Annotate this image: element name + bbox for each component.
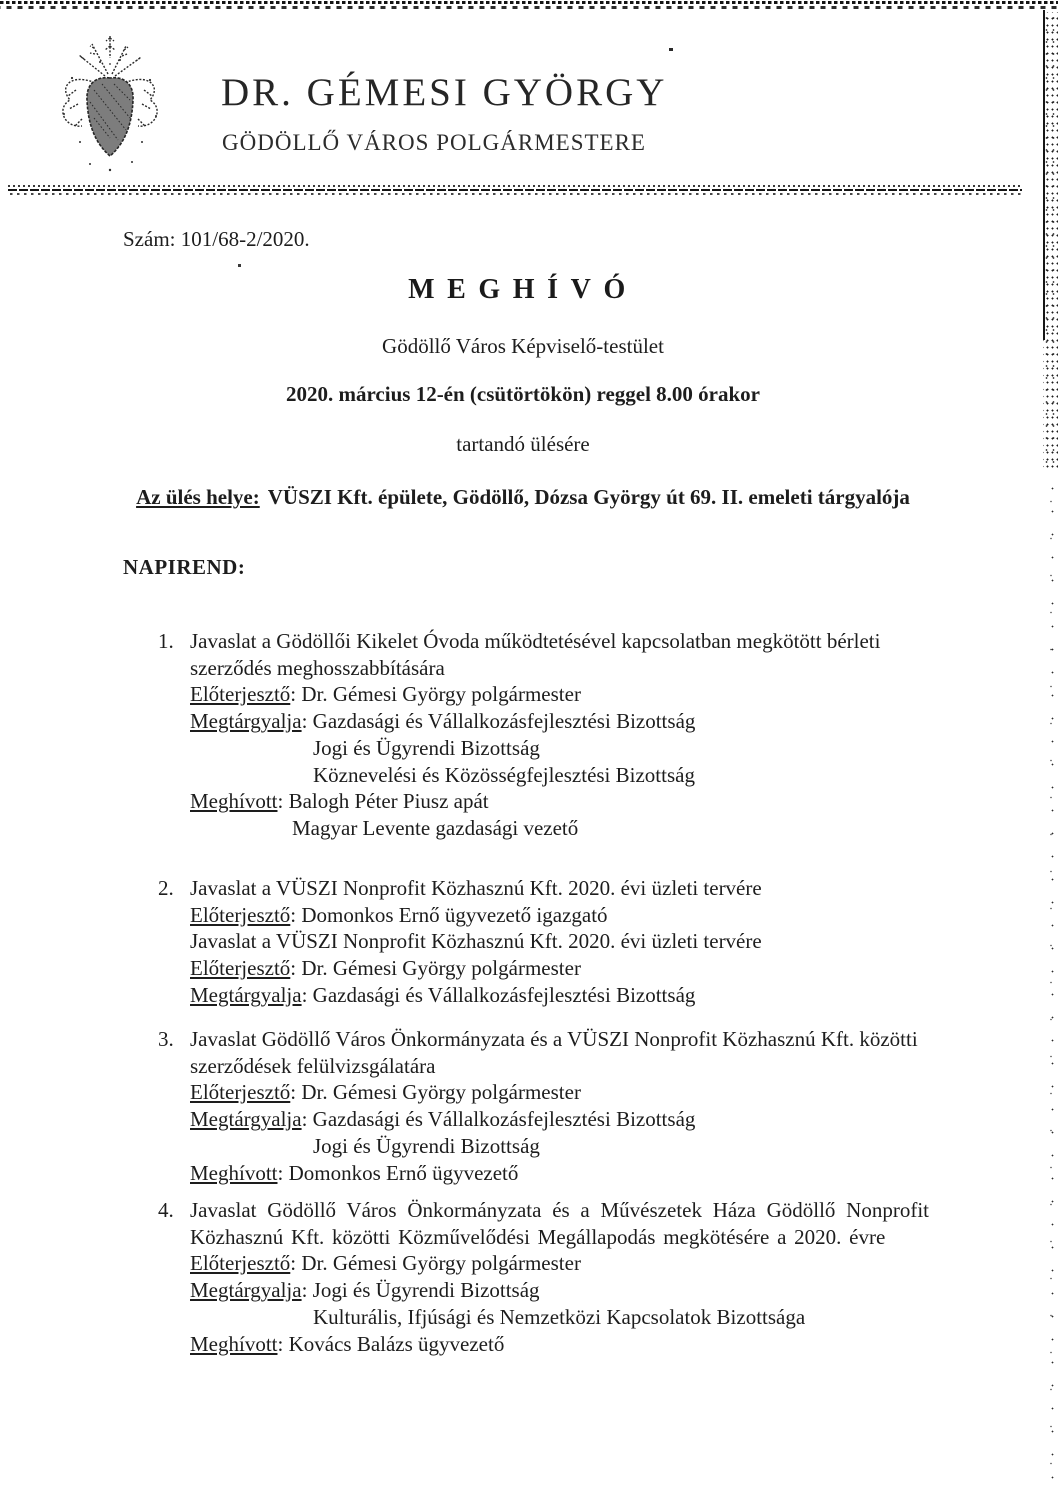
agenda-line-label: Megtárgyalja	[190, 1107, 302, 1132]
agenda-item-number: 3.	[158, 1027, 174, 1051]
agenda-line: Javaslat a Gödöllői Kikelet Óvoda működtetésével kapcsolatban megkötött bérleti	[190, 629, 881, 653]
agenda-line	[123, 902, 938, 929]
agenda-item-1	[123, 628, 938, 842]
agenda-line-label: Megtárgyalja	[190, 1278, 302, 1303]
agenda-line-label: Meghívott	[190, 1160, 278, 1185]
agenda-line: Jogi és Ügyrendi Bizottság	[313, 1133, 540, 1158]
agenda-line: Köznevelési és Közösségfejlesztési Bizottság	[313, 762, 695, 787]
agenda-line-text: : Gazdasági és Vállalkozásfejlesztési Bizottság	[301, 982, 696, 1007]
agenda-line-text: : Dr. Gémesi György polgármester	[290, 682, 581, 707]
agenda-line-text: : Kovács Balázs ügyvezető	[277, 1331, 505, 1356]
agenda-line-text: : Gazdasági és Vállalkozásfejlesztési Bizottság	[301, 1107, 696, 1132]
agenda-line	[123, 1160, 938, 1187]
agenda-line-text: : Jogi és Ügyrendi Bizottság	[301, 1278, 540, 1303]
agenda-line	[123, 955, 938, 982]
scan-noise-right-edge	[1045, 472, 1058, 1497]
agenda-heading: NAPIREND:	[123, 555, 246, 579]
agenda-line-label: Előterjesztő	[190, 902, 291, 927]
agenda-line-label: Előterjesztő	[190, 956, 291, 981]
scan-speckle	[238, 264, 241, 267]
document-title: MEGHÍVÓ	[408, 274, 638, 305]
agenda-line: szerződés meghosszabbítására	[190, 655, 445, 680]
agenda-line: Javaslat Gödöllő Város Önkormányzata és a VÜSZI Nonprofit Közhasznú Kft. közötti	[190, 1027, 918, 1051]
agenda-line-text: : Domonkos Ernő ügyvezető	[277, 1160, 519, 1185]
meeting-purpose: tartandó ülésére	[456, 432, 590, 456]
agenda-item-number: 4.	[158, 1198, 174, 1222]
agenda-line-label: Előterjesztő	[190, 1251, 291, 1276]
agenda-line-text: : Dr. Gémesi György polgármester	[290, 1251, 581, 1276]
meeting-datetime: 2020. március 12-én (csütörtökön) reggel 8.00 órakor	[286, 382, 760, 406]
letterhead-divider	[8, 185, 1022, 196]
agenda-item-number: 1.	[158, 629, 174, 653]
agenda-line: Javaslat Gödöllő Város Önkormányzata és a Művészetek Háza Gödöllő Nonprofit	[190, 1198, 930, 1222]
venue-text: VÜSZI Kft. épülete, Gödöllő, Dózsa György út 69. II. emeleti tárgyalója	[267, 485, 910, 509]
agenda-item-number: 2.	[158, 876, 174, 900]
agenda-line-text: : Dr. Gémesi György polgármester	[290, 956, 581, 981]
agenda-item-3	[123, 1026, 938, 1186]
agenda-line-label: Meghívott	[190, 1331, 278, 1356]
agenda-line: Jogi és Ügyrendi Bizottság	[313, 735, 540, 760]
coat-of-arms-icon	[50, 34, 170, 189]
venue-line	[0, 484, 1046, 511]
scan-speckle	[669, 48, 673, 51]
agenda-line	[123, 982, 938, 1009]
venue-label: Az ülés helye:	[136, 485, 260, 509]
agenda-line-text: : Dr. Gémesi György polgármester	[290, 1080, 581, 1105]
agenda-line	[123, 708, 938, 735]
agenda-item-4	[123, 1197, 938, 1357]
agenda-line: Magyar Levente gazdasági vezető	[292, 815, 579, 840]
agenda-line-label: Megtárgyalja	[190, 982, 302, 1007]
agenda-line-label: Előterjesztő	[190, 682, 291, 707]
letterhead-name: DR. GÉMESI GYÖRGY	[221, 71, 668, 114]
agenda-line	[123, 681, 938, 708]
agenda-item-2	[123, 875, 938, 1009]
council-name: Gödöllő Város Képviselő-testület	[382, 334, 664, 358]
agenda-line: Kulturális, Ifjúsági és Nemzetközi Kapcsolatok Bizottsága	[313, 1304, 806, 1329]
agenda-line: Közhasznú Kft. közötti Közművelődési Megállapodás megkötésére a 2020. évre	[190, 1224, 886, 1249]
agenda-line-label: Előterjesztő	[190, 1080, 291, 1105]
agenda-line: Javaslat a VÜSZI Nonprofit Közhasznú Kft. 2020. évi üzleti tervére	[190, 876, 762, 900]
agenda-line	[123, 1250, 938, 1277]
agenda-line-text: : Gazdasági és Vállalkozásfejlesztési Bizottság	[301, 709, 696, 734]
agenda-line	[123, 788, 938, 815]
reference-number: Szám: 101/68-2/2020.	[123, 227, 310, 251]
agenda-line: Javaslat a VÜSZI Nonprofit Közhasznú Kft. 2020. évi üzleti tervére	[190, 929, 762, 954]
agenda-line	[123, 1079, 938, 1106]
agenda-line-text: : Balogh Péter Piusz apát	[277, 789, 489, 814]
agenda-line: szerződések felülvizsgálatára	[190, 1053, 436, 1078]
agenda-line	[123, 1106, 938, 1133]
agenda-line	[123, 1331, 938, 1358]
agenda-line-label: Megtárgyalja	[190, 709, 302, 734]
scan-noise-top-edge	[0, 0, 1058, 11]
agenda-line	[123, 1277, 938, 1304]
agenda-line-label: Meghívott	[190, 789, 278, 814]
letterhead-title: GÖDÖLLŐ VÁROS POLGÁRMESTERE	[222, 130, 646, 155]
agenda-line-text: : Domonkos Ernő ügyvezető igazgató	[290, 902, 608, 927]
